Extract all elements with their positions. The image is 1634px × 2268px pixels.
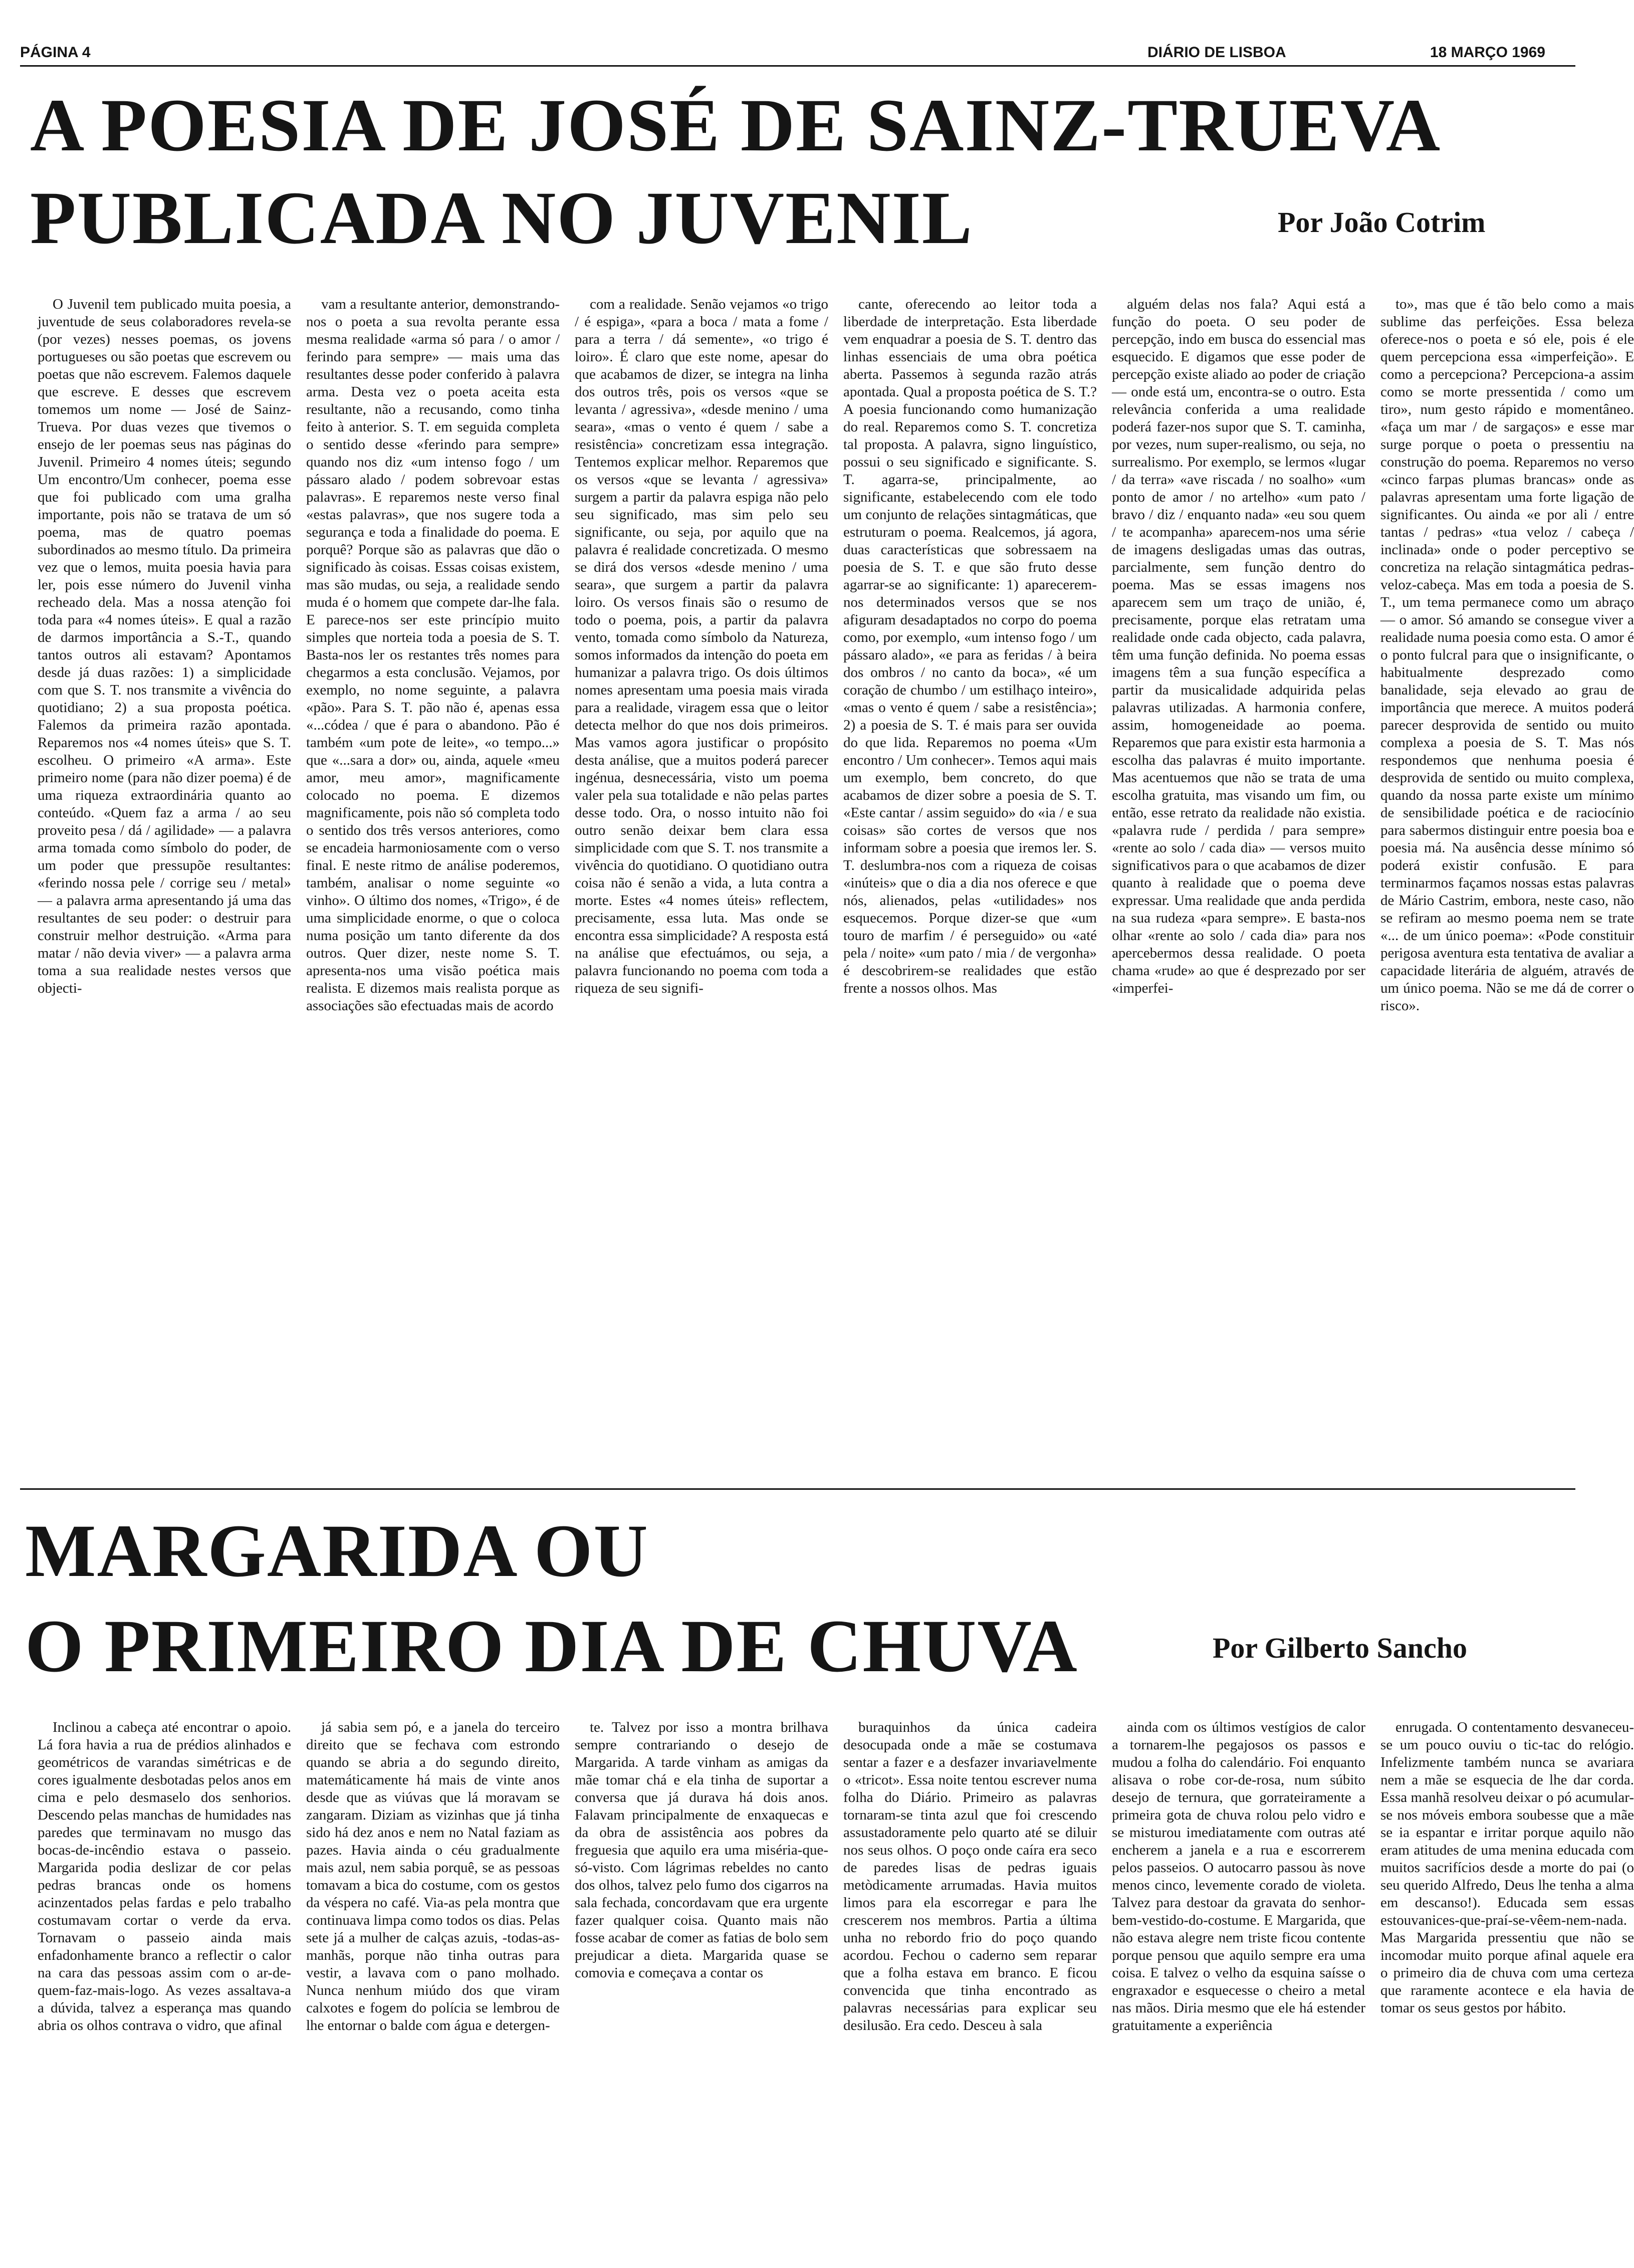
article2-paragraph: Inclinou a cabeça até encontrar o apoio. Lá fora havia a rua de prédios alinhados e geométricos de varandas simétricas e de cores igualmente desbotadas pelos anos em cima e pelo desmaselo dos senhorios. Descendo pelas manchas de humidades nas paredes que terminavam no musgo das bocas-de-incêndio estava o passeio. Margarida podia deslizar de cor pelas pedras brancas onde os homens acinzentados pelas fardas e pelo trabalho costumavam cortar o verde da erva. Tornavam o passeio ainda mais enfadonhamente branco a reflectir o calor na cara das pessoas assim com o ar-de-quem-faz-mais-logo. As vezes assaltava-a a dúvida, talvez a esperança mas quando abria os olhos contrava o vidro, que afinal — [38, 1719, 291, 2033]
article1-paragraph: O Juvenil tem publicado muita poesia, a juventude de seus colaboradores revela-se (por vezes) nesses poemas, os jovens portugueses ou são poetas que escrevem ou poetas que não escrevem. Falemos daquele que escreve. E desses que escrevem tomemos um nome — José de Sainz-Trueva. Por duas vezes que tivemos o ensejo de ler poemas seus nas páginas do Juvenil. Primeiro 4 nomes úteis; segundo Um encontro/Um conhecer, poema esse que foi publicado com uma gralha importante, pois não se tratava de um só poema, mas de quatro poemas subordinados ao mesmo título. Da primeira vez que o lemos, muita poesia havia para ler, pois esse número do Juvenil vinha recheado dela. Mas a nossa atenção foi toda para «4 nomes úteis». E qual a razão de darmos importância a S.-T., quando tantos outros ali estavam? Apontamos desde já duas razões: 1) a simplicidade com que S. T. nos transmite a vivência do quotidiano; 2) a sua proposta poética. Falemos da primeira razão apontada. Reparemos nos «4 nomes úteis» que S. T. escolheu. O primeiro «A arma». Este primeiro nome (para não dizer poema) é de uma riqueza extraordinária quanto ao conteúdo. «Quem faz a arma / ao seu proveito pesa / dá / agilidade» — a palavra arma tomada como símbolo do poder, de um poder que pressupõe resultantes: «ferindo nossa pele / corrige seu / metal» — a palavra arma apresentando já uma das resultantes de seu poder: o destruir para construir melhor destruição. «Arma para matar / não devia viver» — a palavra arma toma a sua realidade nestes versos que objecti- — [38, 296, 291, 996]
article1-column — [843, 296, 1097, 1473]
article1-paragraph: vam a resultante anterior, demonstrando-nos o poeta a sua revolta perante essa mesma realidade «arma só para / o amor / ferindo para sempre» — mais uma das resultantes desse poder conferido à palavra arma. Desta vez o poeta aceita esta resultante, não a recusando, como tinha feito à anterior. S. T. em seguida completa o sentido desse «ferindo para sempre» quando nos diz «um intenso fogo / um pássaro alado / podem sobrevoar estas palavras». E reparemos neste verso final «estas palavras», que nos sugere toda a segurança e toda a finalidade do poema. E porquê? Porque são as palavras que dão o significado às coisas. Essas coisas existem, mas são mudas, ou seja, a realidade sendo muda é o homem que compete dar-lhe fala. E parece-nos ser este princípio muito simples que norteia toda a poesia de S. T. Basta-nos ler os restantes três nomes para chegarmos a esta conclusão. Vejamos, por exemplo, no nome seguinte, a palavra «pão». Para S. T. pão não é, apenas essa «...códea / que é para o abandono. Pão é também «um pote de leite», «o tempo...» que «...sara a dor» ou, ainda, aquele «meu amor, meu amor», magnificamente colocado no poema. E dizemos magnificamente, pois não só completa todo o sentido dos três versos anteriores, como se encadeia harmoniosamente com o verso final. E neste ritmo de análise poderemos, também, analisar o nome seguinte «o vinho». O último dos nomes, «Trigo», é de uma simplicidade enorme, o que o coloca numa posição um tanto diferente da dos outros. Quer dizer, neste nome S. T. apresenta-nos uma visão poética mais realista. E dizemos mais realista porque as associações são efectuadas mais de acordo — [306, 296, 560, 1014]
article-separator — [20, 1488, 1575, 1490]
article2-body — [38, 1719, 1634, 2255]
article2-paragraph: ainda com os últimos vestígios de calor a tornarem-lhe pegajosos os passos e mudou a folha do calendário. Foi enquanto alisava o robe cor-de-rosa, num súbito desejo de ternura, que gorrateiramente a primeira gota de chuva rolou pelo vidro e se misturou imediatamente com outras até encherem a janela e a rua e escorrerem pelos passeios. O autocarro passou às nove menos cinco, levemente corado de violeta. Talvez para destoar da gravata do senhor-bem-vestido-do-costume. E Margarida, que não estava alegre nem triste ficou contente porque pensou que aquilo sempre era uma coisa. E talvez o velho da esquina saísse o engraxador e esquecesse o cheiro a metal nas mãos. Diria mesmo que ele há estender gratuitamente a experiência — [1112, 1719, 1365, 2033]
article1-column — [38, 296, 291, 1473]
page-header — [20, 35, 1575, 65]
header-rule — [20, 65, 1575, 67]
article1-paragraph: cante, oferecendo ao leitor toda a liberdade de interpretação. Esta liberdade vem enquadrar a poesia de S. T. dentro das linhas essenciais de uma obra poética aberta. Passemos à segunda razão atrás apontada. Qual a proposta poética de S. T.? A poesia funcionando como humanização do real. Reparemos como S. T. concretiza tal proposta. A palavra, signo linguístico, possui o seu significado e significante. S. T. agarra-se, principalmente, ao significante, estabelecendo com ele todo um conjunto de relações sintagmáticas, que estruturam o poema. Realcemos, já agora, duas características que sobressaem na poesia de S. T. e que são fruto desse agarrar-se ao significante: 1) aparecerem-nos determinados versos que se nos afiguram desadaptados no corpo do poema como, por exemplo, «um intenso fogo / um pássaro alado», «e para as feridas / à beira dos ombros / no canto da boca», «é um coração de chumbo / um estilhaço inteiro», «mas o vento é quem / sabe a resistência»; 2) a poesia de S. T. é mais para ser ouvida do que lida. Reparemos no poema «Um encontro / Um conhecer». Temos aqui mais um exemplo, bem concreto, do que acabamos de dizer sobre a poesia de S. T. «Este cantar / assim seguido» do «ia / e sua coisas» são cortes de versos que nos informam sobre a poesia que iremos ler. S. T. deslumbra-nos com a riqueza de coisas «inúteis» que o dia a dia nos oferece e que nós, alienados, pelas «utilidades» nos esquecemos. Porque dizer-se que «um touro de marfim / é perseguido» ou «até pela / noite» «um pato / mia / de vergonha» é descobrirem-se realidades que estão frente a nossos olhos. Mas — [843, 296, 1097, 996]
article2-column — [575, 1719, 828, 2255]
article1-byline: Por João Cotrim — [1278, 206, 1486, 239]
article1-body — [38, 296, 1634, 1473]
article2-column — [1380, 1719, 1634, 2255]
article1-column — [306, 296, 560, 1473]
article1-column — [1380, 296, 1634, 1473]
article1-headline-line1: A POESIA DE JOSÉ DE SAINZ-TRUEVA — [30, 84, 1442, 167]
article1-column — [575, 296, 828, 1473]
article1-column — [1112, 296, 1365, 1473]
article2-headline-line2: O PRIMEIRO DIA DE CHUVA — [25, 1605, 1078, 1688]
article1-paragraph: to», mas que é tão belo como a mais sublime das perfeições. Essa beleza oferece-nos o poeta e só ele, pois é ele quem percepciona essa «imperfeição». E como a percepciona? Percepciona-a assim como se morte pressentida / como um tiro», num gesto rápido e momentâneo. «faça um mar / de sargaços» e esse mar surge porque o poeta o pressentiu na construção do poema. Reparemos no verso «cinco farpas plumas brancas» onde as palavras apresentam uma forte ligação de significantes. Ou ainda «e por ali / entre tantas / pedras» «tua veloz / cabeça / inclinada» onde o poder perceptivo se concretiza na relação sintagmática pedras-veloz-cabeça. Mas em toda a poesia de S. T., um tema permanece como um abraço — o amor. Só amando se consegue viver a realidade numa poesia como esta. O amor é o ponto fulcral para que o insignificante, o habitualmente desprezado como banalidade, seja elevado ao grau de importância que merece. A muitos poderá parecer desprovida de sentido ou muito complexa a poesia de S. T. Mas nós respondemos que nenhuma poesia é desprovida de sentido ou muito complexa, quando da nossa parte existe um mínimo de sensibilidade poética e de raciocínio para sabermos distinguir entre poesia boa e poesia má. Na ausência desse mínimo só poderá existir confusão. E para terminarmos façamos nossas estas palavras de Mário Castrim, embora, neste caso, não se refiram ao mesmo poema nem se trate «... de um único poema»: «Pode constituir perigosa aventura esta tentativa de avaliar a capacidade literária de alguém, através de um único poema. Não se me dá de correr o risco». — [1380, 296, 1634, 1014]
article2-column — [843, 1719, 1097, 2255]
article2-column — [38, 1719, 291, 2255]
article1-paragraph: com a realidade. Senão vejamos «o trigo / é espiga», «para a boca / mata a fome / para a terra / dá semente», «o trigo é loiro». É claro que este nome, apesar do que acabamos de dizer, se integra na linha dos outros três, pois os versos «que se levanta / agressiva», «desde menino / uma seara», «mas o vento é quem / sabe a resistência» concretizam essa integração. Tentemos explicar melhor. Reparemos que os versos «que se levanta / agressiva» surgem a partir da palavra espiga não pelo seu significado, mas sim pelo seu significante, ou seja, por aquilo que na palavra é realidade concretizada. O mesmo se dirá dos versos «desde menino / uma seara», que surgem a partir da palavra loiro. Os versos finais são o resumo de todo o poema, pois, a partir da palavra vento, tomada como símbolo da Natureza, somos informados da intenção do poeta em humanizar a palavra trigo. Os dois últimos nomes apresentam uma poesia mais virada para a realidade, viragem essa que o leitor detecta melhor do que nos dois primeiros. Mas vamos agora justificar o propósito desta análise, que a muitos poderá parecer ingénua, desnecessária, visto um poema valer pela sua totalidade e não pelas partes desse todo. Ora, o nosso intuito não foi outro senão deixar bem clara essa simplicidade com que S. T. nos transmite a vivência do quotidiano. O quotidiano outra coisa não é senão a vida, a luta contra a morte. Estes «4 nomes úteis» reflectem, precisamente, essa luta. Mas onde se encontra essa simplicidade? A resposta está na análise que efectuámos, ou seja, a palavra funcionando no poema com toda a riqueza de seu signifi- — [575, 296, 828, 996]
page-number: PÁGINA 4 — [20, 44, 91, 61]
article2-byline: Por Gilberto Sancho — [1213, 1632, 1468, 1664]
article1-paragraph: alguém delas nos fala? Aqui está a função do poeta. O seu poder de percepção, indo em busca do essencial mas esquecido. E digamos que esse poder de percepção existe aliado ao poder de criação — onde está um, encontra-se o outro. Esta relevância conferida a uma realidade poderá fazer-nos supor que S. T. caminha, por vezes, num super-realismo, ou seja, no surrealismo. Por exemplo, se lermos «lugar / da terra» «ave riscada / no soalho» «um ponto de amor / no artelho» «um pato / bravo / diz / enquanto nada» «eu sou quem / te acompanha» aparecem-nos uma série de imagens desligadas umas das outras, parcialmente, sem função dentro do poema. Mas se essas imagens nos aparecem sem um traço de união, é, precisamente, porque elas retratam uma realidade onde cada objecto, cada palavra, têm uma função definida. No poema essas imagens têm a sua função específica a partir da musicalidade adquirida pelas palavras utilizadas. A harmonia confere, assim, homogeneidade ao poema. Reparemos que para existir esta harmonia a escolha das palavras é muito importante. Mas acentuemos que não se trata de uma escolha gratuita, mas visando um fim, ou então, esse retrato da realidade não existia. «palavra rude / perdida / para sempre» «rente ao solo / cada dia» — versos muito significativos para o que acabamos de dizer quanto à realidade que o poema deve expressar. Uma realidade que anda perdida na sua rudeza «para sempre». E basta-nos olhar «rente ao solo / cada dia» para nos apercebermos dessa realidade. O poeta chama «rude» ao que é desprezado por ser «imperfei- — [1112, 296, 1365, 996]
article2-paragraph: te. Talvez por isso a montra brilhava sempre contrariando o desejo de Margarida. A tarde vinham as amigas da mãe tomar chá e ela tinha de suportar a conversa que já durava há dois anos. Falavam principalmente de enxaquecas e da obra de assistência aos pobres da freguesia que aquilo era uma miséria-que-só-visto. Com lágrimas rebeldes no canto dos olhos, talvez pelo fumo dos cigarros na sala fechada, concordavam que era urgente fazer qualquer coisa. Quanto mais não fosse acabar de comer as fatias de bolo sem prejudicar a dieta. Margarida quase se comovia e começava a contar os — [575, 1719, 828, 1981]
article2-column — [306, 1719, 560, 2255]
article2-column — [1112, 1719, 1365, 2255]
issue-date: 18 MARÇO 1969 — [1430, 44, 1545, 61]
article1-headline-line2: PUBLICADA NO JUVENIL — [30, 176, 973, 260]
newspaper-name: DIÁRIO DE LISBOA — [1147, 44, 1286, 61]
article2-headline-line1: MARGARIDA OU — [25, 1509, 649, 1593]
article2-paragraph: enrugada. O contentamento desvaneceu-se um pouco ouviu o tic-tac do relógio. Infelizmente também nunca se avariara nem a mãe se esquecia de lhe dar corda. Essa manhã resolveu deixar o pó acumular-se nos móveis embora soubesse que a mãe se ia espantar e irritar porque aquilo não eram atitudes de uma menina educada com muitos sacrifícios desde a morte do pai (o seu querido Alfredo, Deus lhe tenha a alma em descanso!). Educada sem essas estouvanices-que-praí-se-vêem-nem-nada. Mas Margarida pressentiu que não se incomodar muito porque afinal aquele era o primeiro dia de chuva com uma certeza que raramente acontece e ela havia de tomar os seus gestos por hábito. — [1380, 1719, 1634, 2016]
article2-paragraph: buraquinhos da única cadeira desocupada onde a mãe se costumava sentar a fazer e a desfazer invariavelmente o «tricot». Essa noite tentou escrever numa folha do Diário. Primeiro as palavras tornaram-se tinta azul que foi crescendo assustadoramente pelo quarto até se diluir nos seus olhos. O poço onde caíra era seco de paredes lisas de pedras iguais metòdicamente arrumadas. Havia muitos limos para ela escorregar e para lhe crescerem nos membros. Partia a última unha no rebordo frio do poço quando acordou. Fechou o caderno sem reparar que a folha estava em branco. E ficou convencida que tinha encontrado as palavras necessárias para explicar seu desilusão. Era cedo. Desceu à sala — [843, 1719, 1097, 2033]
article2-paragraph: já sabia sem pó, e a janela do terceiro direito que se fechava com estrondo quando se abria a do segundo direito, matemáticamente há mais de vinte anos desde que as viúvas que lá moravam se zangaram. Diziam as vizinhas que já tinha sido há dez anos e nem no Natal faziam as pazes. Havia ainda o céu gradualmente mais azul, nem sabia porquê, se as pessoas tomavam a bica do costume, com os gestos da véspera no café. Via-as pela montra que continuava limpa como todos os dias. Pelas sete já a mulher de calças azuis, -todas-as-manhãs, porque não tinha outras para vestir, a lavava com o pano molhado. Nunca nenhum miúdo dos que viram calxotes e fogem do polícia se lembrou de lhe entornar o balde com água e detergen- — [306, 1719, 560, 2033]
